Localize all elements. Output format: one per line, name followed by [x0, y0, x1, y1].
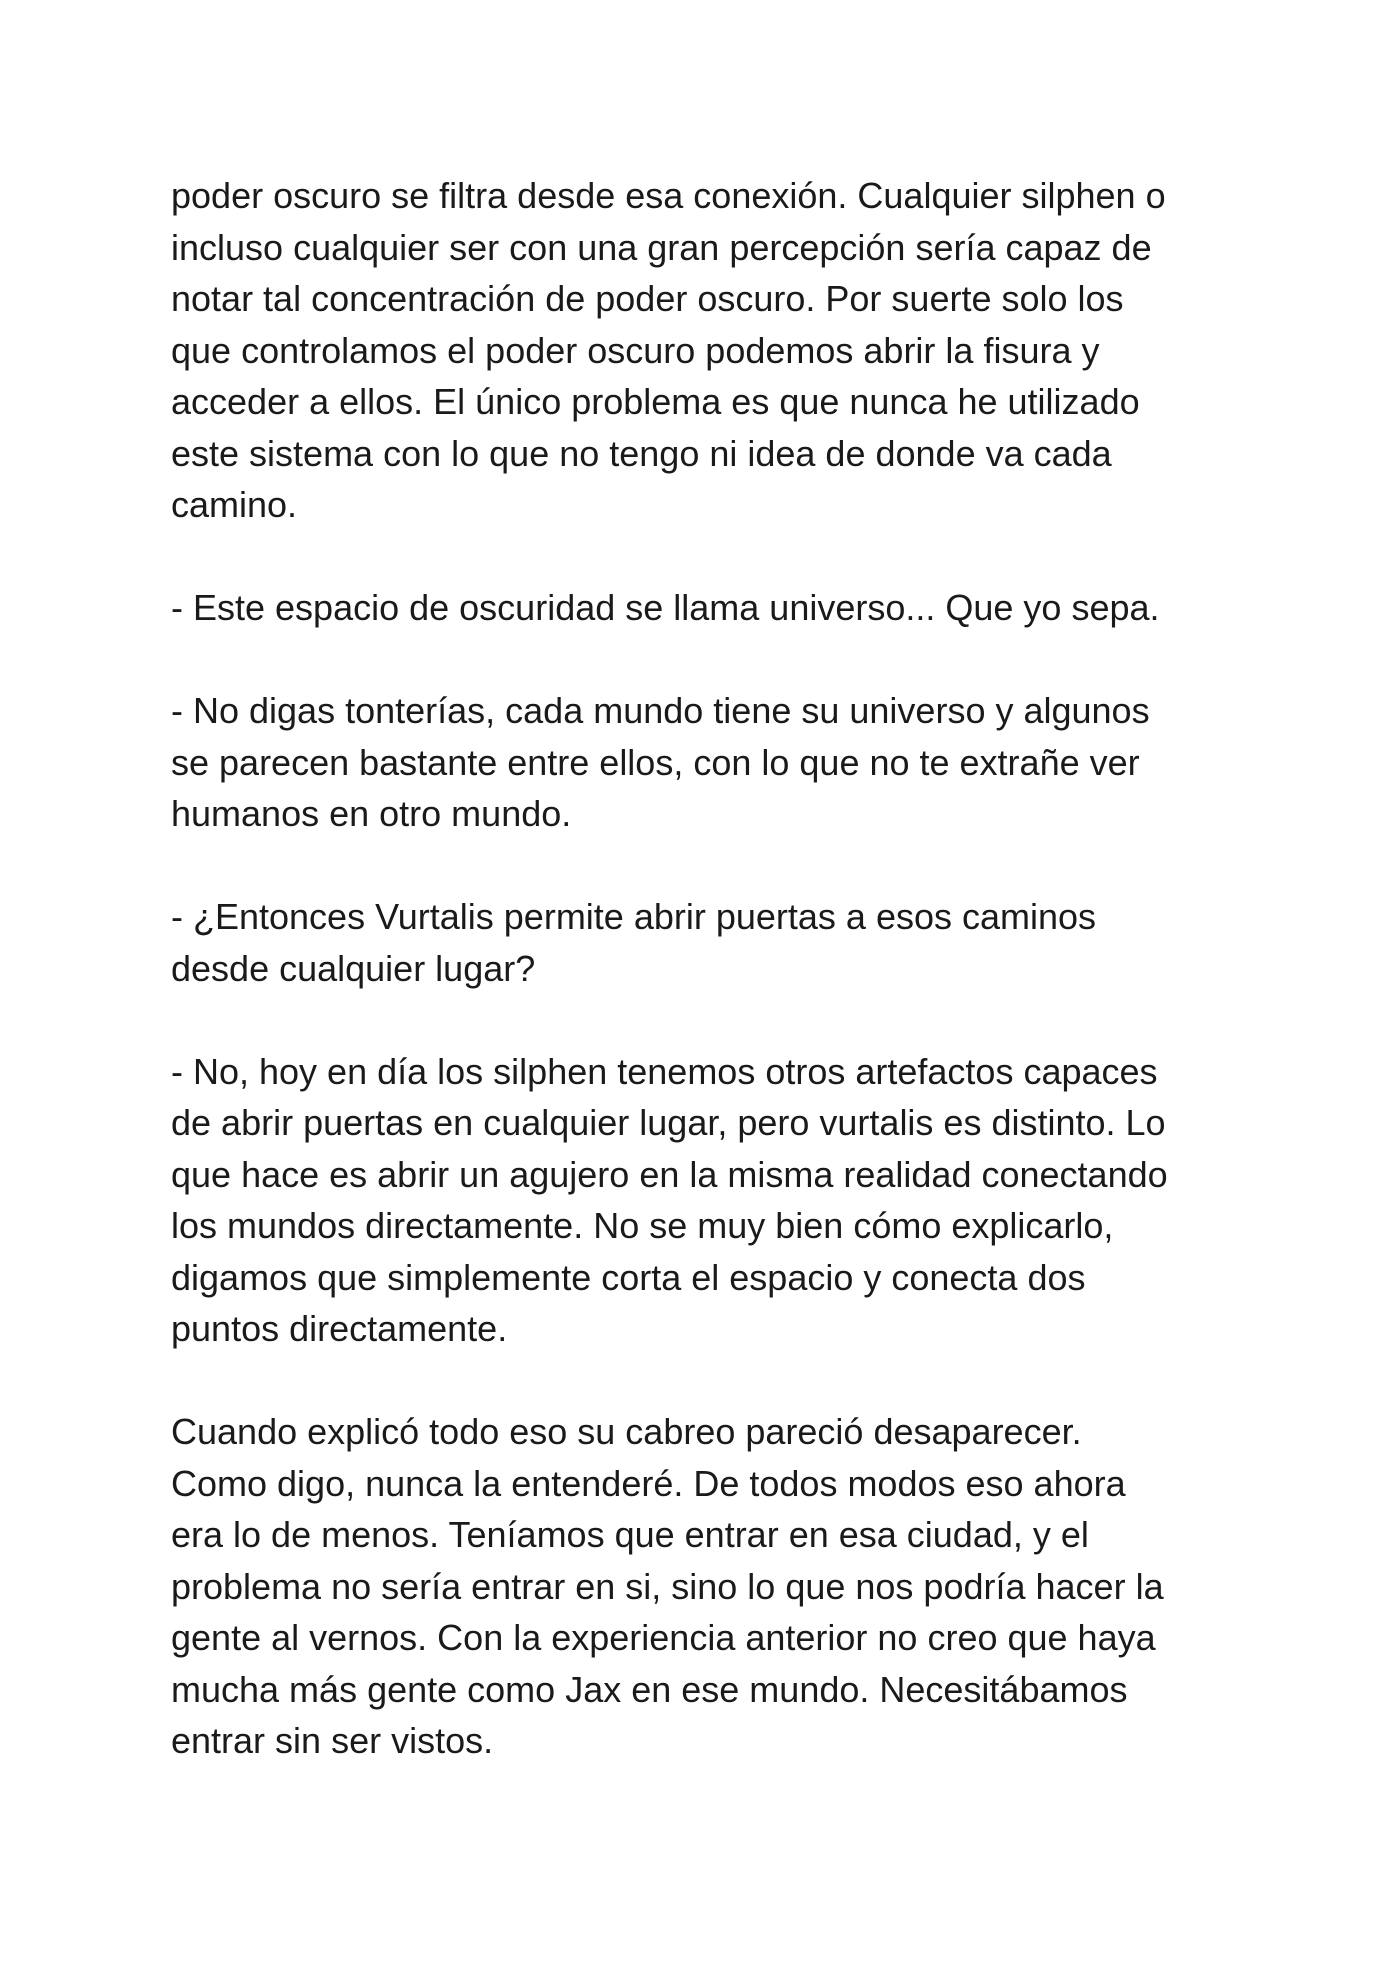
text-line: desde cualquier lugar? — [171, 947, 536, 989]
text-line: incluso cualquier ser con una gran percepción sería capaz de — [171, 226, 1152, 268]
text-line: este sistema con lo que no tengo ni idea de donde va cada — [171, 432, 1112, 474]
text-line: puntos directamente. — [171, 1308, 508, 1349]
text-line: digamos que simplemente corta el espacio y conecta dos — [171, 1256, 1086, 1298]
text-line: Como digo, nunca la entenderé. De todos modos eso ahora — [171, 1462, 1126, 1504]
document-text — [171, 170, 1251, 1767]
text-line: Cuando explicó todo eso su cabreo pareció desaparecer. — [171, 1411, 1082, 1452]
text-line: problema no sería entrar en si, sino lo que nos podría hacer la — [171, 1565, 1164, 1607]
text-line: gente al vernos. Con la experiencia anterior no creo que haya — [171, 1617, 1156, 1658]
text-line: acceder a ellos. El único problema es que nunca he utilizado — [171, 381, 1140, 422]
text-line: poder oscuro se filtra desde esa conexión. Cualquier silphen o — [171, 175, 1166, 216]
text-line: de abrir puertas en cualquier lugar, pero vurtalis es distinto. Lo — [171, 1102, 1166, 1143]
paragraph-4 — [171, 891, 1251, 994]
text-line: humanos en otro mundo. — [171, 793, 572, 834]
text-line: mucha más gente como Jax en ese mundo. Necesitábamos — [171, 1668, 1128, 1710]
text-line: - ¿Entonces Vurtalis permite abrir puertas a esos caminos — [171, 896, 1097, 937]
paragraph-1 — [171, 170, 1251, 531]
paragraph-5 — [171, 1046, 1251, 1355]
text-line: camino. — [171, 484, 298, 525]
text-line: - No digas tonterías, cada mundo tiene su universo y algunos — [171, 690, 1150, 731]
text-line: que controlamos el poder oscuro podemos abrir la fisura y — [171, 329, 1100, 371]
paragraph-6 — [171, 1406, 1251, 1767]
text-line: - Este espacio de oscuridad se llama universo... Que yo sepa. — [171, 587, 1160, 628]
paragraph-2 — [171, 582, 1251, 634]
text-line: era lo de menos. Teníamos que entrar en esa ciudad, y el — [171, 1514, 1089, 1555]
text-line: se parecen bastante entre ellos, con lo que no te extrañe ver — [171, 741, 1140, 783]
text-line: los mundos directamente. No se muy bien cómo explicarlo, — [171, 1205, 1114, 1246]
text-line: entrar sin ser vistos. — [171, 1720, 494, 1761]
text-line: notar tal concentración de poder oscuro. Por suerte solo los — [171, 278, 1124, 319]
text-line: que hace es abrir un agujero en la misma realidad conectando — [171, 1153, 1168, 1195]
paragraph-3 — [171, 685, 1251, 840]
text-line: - No, hoy en día los silphen tenemos otros artefactos capaces — [171, 1050, 1158, 1092]
